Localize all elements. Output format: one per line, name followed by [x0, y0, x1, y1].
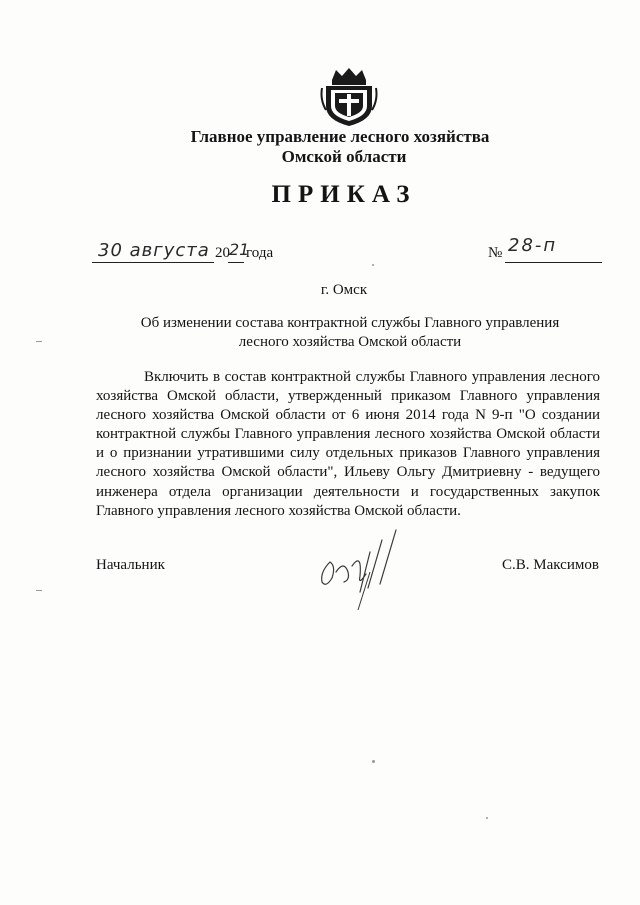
- document-type-title: ПРИКАЗ: [271, 181, 417, 208]
- document-number: 28-п: [508, 235, 558, 256]
- date-day-month: 30 августа: [98, 240, 210, 261]
- subject-line-1: Об изменении состава контрактной службы Главного управления: [140, 315, 560, 331]
- body-line: Главного управления лесного хозяйства Омской области.: [96, 502, 461, 519]
- body-line: и о признании утратившими силу отдельных приказов Главного управления: [96, 445, 600, 462]
- signer-name: С.В. Максимов: [502, 557, 599, 573]
- date-year-underline: [228, 262, 244, 263]
- number-sign: №: [488, 245, 503, 261]
- body-line: инженера отдела организации деятельности и государственных закупок: [96, 483, 600, 500]
- scan-speck: [372, 760, 375, 763]
- scan-speck: [36, 590, 42, 591]
- handwritten-signature: [300, 522, 430, 612]
- date-year-suffix: 21: [229, 240, 250, 259]
- omsk-coat-of-arms-icon: [318, 66, 380, 128]
- body-line: лесного хозяйства Омской области", Ильеву Ольгу Дмитриевну - ведущего: [96, 464, 600, 481]
- scan-speck: [372, 264, 374, 266]
- city: г. Омск: [320, 282, 368, 298]
- date-word: года: [246, 245, 274, 261]
- date-year-prefix: 20: [215, 245, 230, 261]
- body-line: Включить в состав контрактной службы Главного управления лесного: [144, 369, 600, 385]
- scan-speck: [486, 817, 488, 819]
- date-underline: [92, 262, 214, 263]
- scan-speck: [36, 341, 42, 342]
- signer-position: Начальник: [96, 557, 165, 573]
- body-line: хозяйства Омской области, утвержденный приказом Главного управления: [96, 388, 600, 405]
- number-underline: [505, 262, 602, 263]
- org-name-line2: Омской области: [281, 147, 407, 166]
- subject-line-2: лесного хозяйства Омской области: [238, 334, 462, 350]
- org-name-line1: Главное управление лесного хозяйства: [190, 127, 490, 146]
- order-body: [96, 368, 600, 521]
- body-line: контрактной службы Главного управления лесного хозяйства Омской области: [96, 426, 600, 443]
- body-line: лесного хозяйства Омской области от 6 июня 2014 года N 9-п "О создании: [96, 407, 600, 424]
